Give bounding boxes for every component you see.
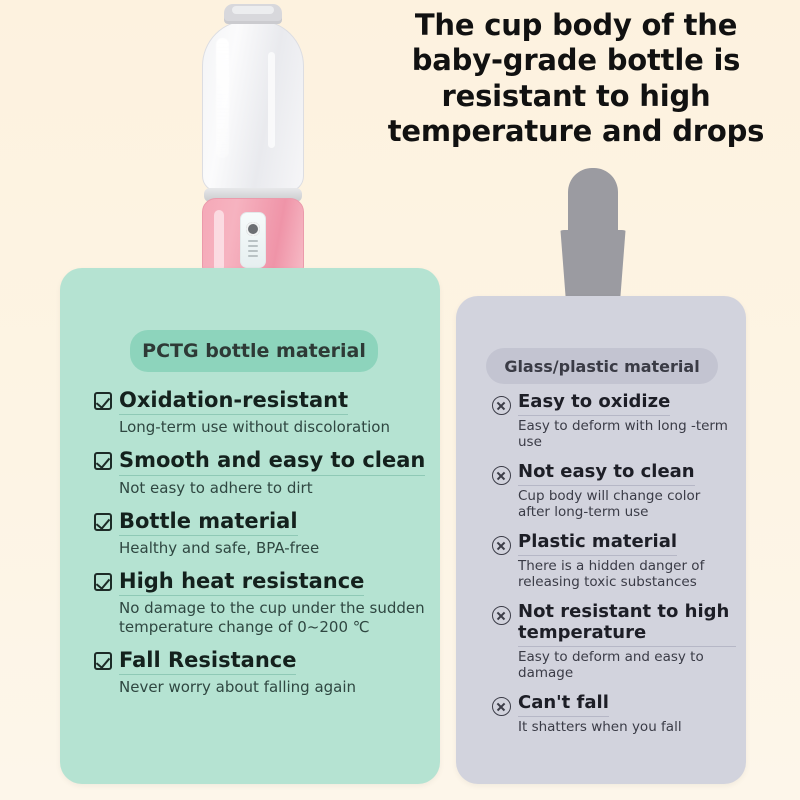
headline-line-1: The cup body of the <box>414 8 738 42</box>
base-highlight <box>214 210 224 272</box>
cross-icon <box>492 396 511 415</box>
check-icon <box>94 652 112 670</box>
cross-icon <box>492 697 511 716</box>
headline-line-3: resistant to high <box>441 78 711 113</box>
jar-highlight-secondary <box>268 52 275 148</box>
drawback-title: Plastic material <box>518 532 677 556</box>
drawback-desc: Easy to deform and easy to damage <box>518 648 704 681</box>
drawback-title: Can't fall <box>518 693 609 717</box>
feature-title: Smooth and easy to clean <box>119 448 425 475</box>
jar-highlight <box>216 38 229 158</box>
power-button-icon <box>246 222 260 236</box>
check-icon <box>94 452 112 470</box>
list-item <box>492 462 736 520</box>
drawback-title: Not resistant to high temperature <box>518 602 736 646</box>
cross-icon <box>492 606 511 625</box>
feature-desc: No damage to the cup under the sudden temperature change of 0~200 ℃ <box>119 599 425 636</box>
glass-plastic-badge: Glass/plastic material <box>486 348 718 384</box>
blender-bottle-image <box>186 4 320 294</box>
pctg-feature-list <box>94 388 430 708</box>
list-item <box>94 648 430 696</box>
page-title <box>360 8 792 150</box>
check-icon <box>94 513 112 531</box>
feature-title: Fall Resistance <box>119 648 296 675</box>
drawback-desc: Cup body will change color after long-term use <box>518 487 701 520</box>
indicator-bars-icon <box>248 240 258 260</box>
feature-desc: Not easy to adhere to dirt <box>119 478 313 497</box>
feature-title: Oxidation-resistant <box>119 388 348 415</box>
drawback-title: Not easy to clean <box>518 462 695 486</box>
drawback-desc: It shatters when you fall <box>518 718 682 735</box>
headline-line-4: temperature and drops <box>387 114 765 149</box>
drawback-desc: Easy to deform with long -term use <box>518 417 728 450</box>
list-item <box>94 509 430 557</box>
list-item <box>94 388 430 436</box>
feature-title: High heat resistance <box>119 569 364 596</box>
list-item <box>94 569 430 636</box>
cross-icon <box>492 466 511 485</box>
list-item <box>492 532 736 590</box>
cross-icon <box>492 536 511 555</box>
pctg-material-badge: PCTG bottle material <box>130 330 378 372</box>
list-item <box>492 602 736 681</box>
feature-desc: Long-term use without discoloration <box>119 418 390 437</box>
headline-line-2: baby-grade bottle is <box>411 43 741 78</box>
list-item <box>492 693 736 735</box>
glass-plastic-drawback-list <box>492 392 736 747</box>
check-icon <box>94 573 112 591</box>
drawback-desc: There is a hidden danger of releasing toxic substances <box>518 557 705 590</box>
bottle-lid-cap <box>232 6 274 14</box>
list-item <box>94 448 430 496</box>
check-icon <box>94 392 112 410</box>
drawback-title: Easy to oxidize <box>518 392 670 416</box>
list-item <box>492 392 736 450</box>
feature-desc: Never worry about falling again <box>119 678 357 697</box>
feature-desc: Healthy and safe, BPA-free <box>119 539 320 558</box>
feature-title: Bottle material <box>119 509 298 536</box>
